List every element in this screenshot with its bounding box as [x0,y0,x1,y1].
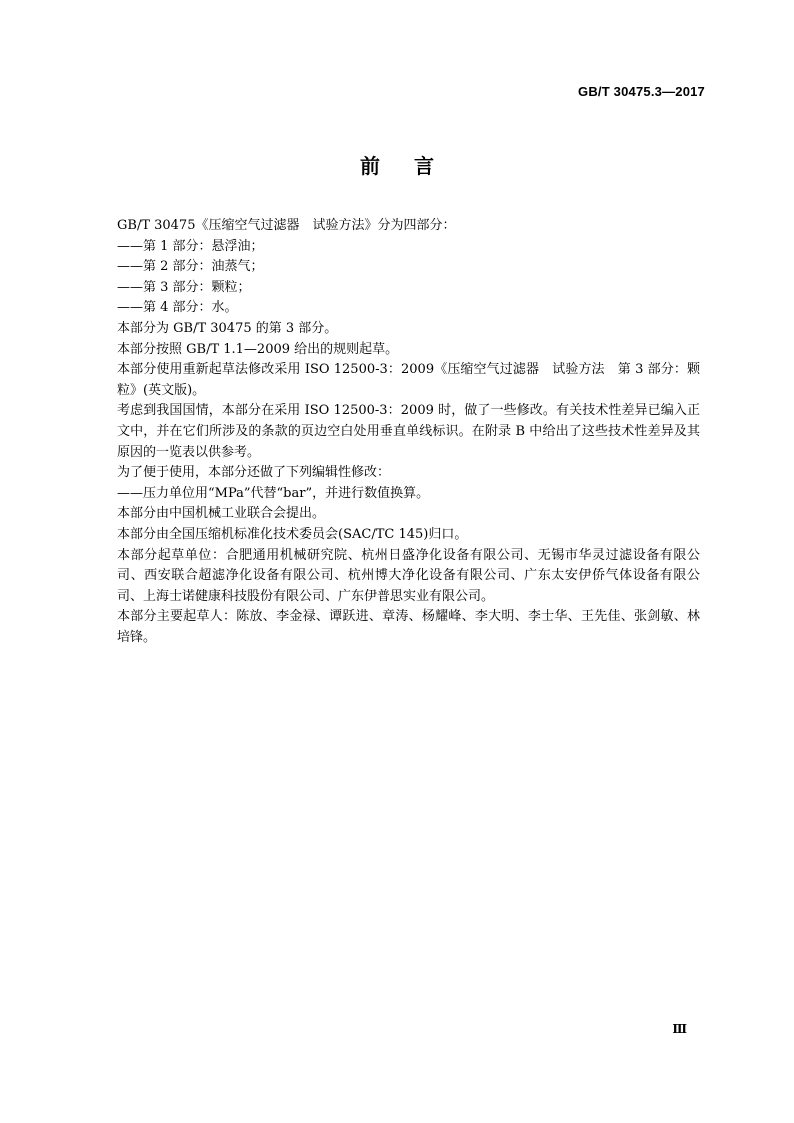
paragraph-proposed-by: 本部分由中国机械工业联合会提出。 [117,506,326,522]
paragraph-adoption: 本部分使用重新起草法修改采用 ISO 12500-3：2009《压缩空气过滤器 试验方法 第 3 部分：颗粒》(英文版)。 [117,362,700,398]
paragraph-intro: GB/T 30475《压缩空气过滤器 试验方法》分为四部分： [117,218,456,233]
foreword-body [117,216,700,648]
standard-number: GB/T 30475.3—2017 [578,84,705,99]
list-item-part-3: ——第 3 部分：颗粒； [117,279,251,295]
paragraph-modifications: 考虑到我国国情，本部分在采用 ISO 12500-3：2009 时，做了一些修改。有关技术性差异已编入正文中，并在它们所涉及的条款的页边空白处用垂直单线标识。在附录 B 中给出了这些技术性差异及其原因的一览表以供参考。 [117,403,700,460]
page-title: 前言 [360,154,468,178]
paragraph-editorial: 为了便于使用，本部分还做了下列编辑性修改： [117,465,391,481]
paragraph-main-drafters: 本部分主要起草人：陈放、李金禄、谭跃进、章涛、杨耀峰、李大明、李士华、王先佳、张剑敏、林培锋。 [117,609,700,645]
paragraph-under-jurisdiction: 本部分由全国压缩机标准化技术委员会(SAC/TC 145)归口。 [117,526,468,542]
list-item-part-1: ——第 1 部分：悬浮油； [117,238,264,254]
list-item-pressure-unit: ——压力单位用“MPa”代替“bar”，并进行数值换算。 [117,485,430,501]
paragraph-drafting-units: 本部分起草单位：合肥通用机械研究院、杭州日盛净化设备有限公司、无锡市华灵过滤设备有限公司、西安联合超滤净化设备有限公司、杭州博大净化设备有限公司、广东太安伊侨气体设备有限公司、上海士诺健康科技股份有限公司、广东伊普思实业有限公司。 [117,547,700,604]
list-item-part-4: ——第 4 部分：水。 [117,300,238,316]
paragraph-drafting-rules: 本部分按照 GB/T 1.1—2009 给出的规则起草。 [117,341,399,357]
page-number: Ⅲ [672,1022,687,1036]
list-item-part-2: ——第 2 部分：油蒸气； [117,259,264,275]
paragraph-part-statement: 本部分为 GB/T 30475 的第 3 部分。 [117,320,338,336]
